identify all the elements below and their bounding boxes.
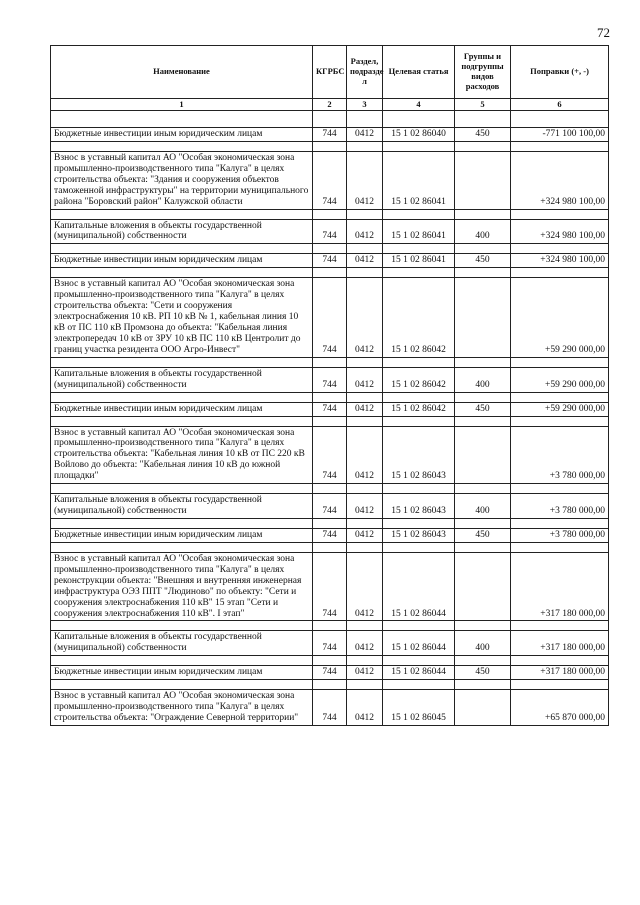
row-amount: -771 100 100,00 — [511, 128, 609, 142]
table-row — [51, 367, 609, 392]
row-kgrbs: 744 — [313, 528, 347, 542]
spacer-cell — [511, 141, 609, 151]
spacer-cell — [511, 542, 609, 552]
row-gruppa: 400 — [455, 367, 511, 392]
column-number: 6 — [511, 99, 609, 111]
spacer-cell — [313, 268, 347, 278]
spacer-cell — [347, 484, 383, 494]
row-celevaya: 15 1 02 86042 — [383, 367, 455, 392]
row-amount: +324 980 100,00 — [511, 151, 609, 209]
row-razdel: 0412 — [347, 690, 383, 726]
spacer-cell — [313, 416, 347, 426]
spacer-cell — [51, 680, 313, 690]
row-spacer — [51, 656, 609, 666]
spacer-cell — [313, 621, 347, 631]
row-celevaya: 15 1 02 86045 — [383, 690, 455, 726]
spacer-cell — [51, 392, 313, 402]
row-razdel: 0412 — [347, 631, 383, 656]
row-razdel: 0412 — [347, 219, 383, 244]
row-spacer — [51, 392, 609, 402]
column-number: 1 — [51, 99, 313, 111]
spacer-cell — [455, 484, 511, 494]
row-gruppa: 400 — [455, 219, 511, 244]
row-kgrbs: 744 — [313, 666, 347, 680]
spacer-cell — [511, 244, 609, 254]
header-popravki: Поправки (+, -) — [511, 46, 609, 99]
row-amount: +317 180 000,00 — [511, 552, 609, 621]
row-spacer — [51, 244, 609, 254]
spacer-cell — [511, 656, 609, 666]
row-celevaya: 15 1 02 86043 — [383, 426, 455, 484]
spacer-cell — [347, 111, 383, 128]
header-razdel: Раздел, подразде л — [347, 46, 383, 99]
row-gruppa: 450 — [455, 666, 511, 680]
row-celevaya: 15 1 02 86042 — [383, 278, 455, 357]
row-name: Бюджетные инвестиции иным юридическим лицам — [51, 666, 313, 680]
row-spacer — [51, 268, 609, 278]
spacer-cell — [383, 392, 455, 402]
row-kgrbs: 744 — [313, 494, 347, 519]
row-kgrbs: 744 — [313, 128, 347, 142]
budget-amendments-table — [50, 45, 609, 726]
row-spacer — [51, 416, 609, 426]
row-amount: +65 870 000,00 — [511, 690, 609, 726]
row-kgrbs: 744 — [313, 402, 347, 416]
spacer-cell — [383, 111, 455, 128]
spacer-cell — [383, 680, 455, 690]
row-celevaya: 15 1 02 86043 — [383, 528, 455, 542]
spacer-cell — [347, 141, 383, 151]
row-amount: +317 180 000,00 — [511, 666, 609, 680]
row-name: Взнос в уставный капитал АО "Особая экономическая зона промышленно-производственного типа "Калуга" в целях строительства объекта: "Ограждение Северной территории" — [51, 690, 313, 726]
row-razdel: 0412 — [347, 402, 383, 416]
spacer-cell — [51, 542, 313, 552]
spacer-cell — [51, 209, 313, 219]
row-razdel: 0412 — [347, 128, 383, 142]
row-spacer — [51, 680, 609, 690]
spacer-cell — [511, 518, 609, 528]
header-name: Наименование — [51, 46, 313, 99]
spacer-cell — [383, 209, 455, 219]
row-razdel: 0412 — [347, 367, 383, 392]
row-spacer — [51, 542, 609, 552]
row-amount: +324 980 100,00 — [511, 219, 609, 244]
row-gruppa — [455, 426, 511, 484]
table-body — [51, 111, 609, 726]
table-row — [51, 402, 609, 416]
spacer-cell — [455, 209, 511, 219]
column-number: 2 — [313, 99, 347, 111]
spacer-cell — [313, 244, 347, 254]
row-celevaya: 15 1 02 86041 — [383, 219, 455, 244]
spacer-cell — [51, 484, 313, 494]
spacer-cell — [383, 416, 455, 426]
row-kgrbs: 744 — [313, 690, 347, 726]
spacer-cell — [511, 392, 609, 402]
row-name: Взнос в уставный капитал АО "Особая экономическая зона промышленно-производственного типа "Калуга" в целях реконструкции объекта: "Внешняя и внутренняя инженерная инфраструктура ОЭЗ ППТ "Людиново" по объекту: "Сети и сооружения электроснабжения 110 кВ" 15 этап "Сети и сооружения электроснабжения 110 кВ". I этап" — [51, 552, 313, 621]
spacer-cell — [313, 518, 347, 528]
row-razdel: 0412 — [347, 254, 383, 268]
table-row — [51, 128, 609, 142]
row-gruppa: 400 — [455, 631, 511, 656]
spacer-cell — [313, 656, 347, 666]
row-name: Бюджетные инвестиции иным юридическим лицам — [51, 402, 313, 416]
spacer-cell — [383, 542, 455, 552]
row-celevaya: 15 1 02 86040 — [383, 128, 455, 142]
spacer-cell — [455, 542, 511, 552]
table-row — [51, 254, 609, 268]
row-celevaya: 15 1 02 86044 — [383, 666, 455, 680]
spacer-cell — [383, 518, 455, 528]
spacer-cell — [511, 209, 609, 219]
column-number-row — [51, 99, 609, 111]
row-name: Капитальные вложения в объекты государственной (муниципальной) собственности — [51, 219, 313, 244]
spacer-cell — [383, 141, 455, 151]
spacer-cell — [313, 680, 347, 690]
spacer-cell — [51, 621, 313, 631]
spacer-cell — [383, 621, 455, 631]
row-amount: +324 980 100,00 — [511, 254, 609, 268]
spacer-cell — [347, 268, 383, 278]
row-razdel: 0412 — [347, 151, 383, 209]
spacer-cell — [51, 656, 313, 666]
spacer-cell — [511, 268, 609, 278]
row-kgrbs: 744 — [313, 367, 347, 392]
spacer-cell — [455, 244, 511, 254]
row-spacer — [51, 209, 609, 219]
row-celevaya: 15 1 02 86041 — [383, 254, 455, 268]
column-number: 4 — [383, 99, 455, 111]
spacer-cell — [51, 244, 313, 254]
spacer-cell — [51, 357, 313, 367]
spacer-cell — [347, 392, 383, 402]
row-kgrbs: 744 — [313, 151, 347, 209]
row-name: Капитальные вложения в объекты государственной (муниципальной) собственности — [51, 494, 313, 519]
row-gruppa — [455, 552, 511, 621]
spacer-cell — [511, 416, 609, 426]
row-razdel: 0412 — [347, 528, 383, 542]
row-name: Бюджетные инвестиции иным юридическим лицам — [51, 254, 313, 268]
spacer-cell — [383, 357, 455, 367]
header-gruppy: Группы и подгруппы видов расходов — [455, 46, 511, 99]
row-gruppa — [455, 690, 511, 726]
spacer-cell — [313, 484, 347, 494]
spacer-cell — [51, 518, 313, 528]
spacer-cell — [455, 268, 511, 278]
spacer-cell — [347, 656, 383, 666]
row-gruppa: 450 — [455, 128, 511, 142]
row-kgrbs: 744 — [313, 219, 347, 244]
row-spacer — [51, 111, 609, 128]
spacer-cell — [455, 357, 511, 367]
row-razdel: 0412 — [347, 552, 383, 621]
row-gruppa: 450 — [455, 254, 511, 268]
spacer-cell — [51, 141, 313, 151]
spacer-cell — [51, 268, 313, 278]
spacer-cell — [455, 518, 511, 528]
spacer-cell — [347, 518, 383, 528]
row-razdel: 0412 — [347, 278, 383, 357]
spacer-cell — [455, 656, 511, 666]
row-kgrbs: 744 — [313, 552, 347, 621]
row-amount: +59 290 000,00 — [511, 367, 609, 392]
spacer-cell — [347, 621, 383, 631]
row-kgrbs: 744 — [313, 426, 347, 484]
spacer-cell — [511, 111, 609, 128]
row-amount: +3 780 000,00 — [511, 426, 609, 484]
spacer-cell — [383, 656, 455, 666]
table-row — [51, 528, 609, 542]
row-razdel: 0412 — [347, 666, 383, 680]
row-celevaya: 15 1 02 86044 — [383, 552, 455, 621]
column-number: 3 — [347, 99, 383, 111]
spacer-cell — [455, 392, 511, 402]
spacer-cell — [347, 209, 383, 219]
row-gruppa: 450 — [455, 528, 511, 542]
row-name: Взнос в уставный капитал АО "Особая экономическая зона промышленно-производственного типа "Калуга" в целях строительства объекта: "Здания и сооружения объектов таможенной инфраструктуры" на территории муниципального района "Боровский район" Калужской области — [51, 151, 313, 209]
spacer-cell — [511, 680, 609, 690]
row-name: Бюджетные инвестиции иным юридическим лицам — [51, 528, 313, 542]
spacer-cell — [455, 141, 511, 151]
row-gruppa: 450 — [455, 402, 511, 416]
row-kgrbs: 744 — [313, 254, 347, 268]
row-kgrbs: 744 — [313, 631, 347, 656]
row-amount: +59 290 000,00 — [511, 402, 609, 416]
row-razdel: 0412 — [347, 426, 383, 484]
row-name: Капитальные вложения в объекты государственной (муниципальной) собственности — [51, 631, 313, 656]
table-row — [51, 426, 609, 484]
table-header-row — [51, 46, 609, 99]
row-name: Капитальные вложения в объекты государственной (муниципальной) собственности — [51, 367, 313, 392]
spacer-cell — [455, 680, 511, 690]
spacer-cell — [347, 416, 383, 426]
table-row — [51, 552, 609, 621]
spacer-cell — [313, 392, 347, 402]
row-celevaya: 15 1 02 86042 — [383, 402, 455, 416]
row-kgrbs: 744 — [313, 278, 347, 357]
header-kgrbs: КГРБС — [313, 46, 347, 99]
row-spacer — [51, 484, 609, 494]
row-spacer — [51, 518, 609, 528]
row-amount: +317 180 000,00 — [511, 631, 609, 656]
spacer-cell — [383, 484, 455, 494]
table-row — [51, 494, 609, 519]
spacer-cell — [347, 357, 383, 367]
row-gruppa — [455, 278, 511, 357]
row-spacer — [51, 357, 609, 367]
table-row — [51, 690, 609, 726]
spacer-cell — [511, 357, 609, 367]
spacer-cell — [455, 621, 511, 631]
row-celevaya: 15 1 02 86044 — [383, 631, 455, 656]
page-number: 72 — [597, 25, 610, 40]
spacer-cell — [347, 680, 383, 690]
spacer-cell — [51, 416, 313, 426]
table-row — [51, 278, 609, 357]
header-celevaya: Целевая статья — [383, 46, 455, 99]
spacer-cell — [455, 416, 511, 426]
table-row — [51, 631, 609, 656]
row-amount: +3 780 000,00 — [511, 528, 609, 542]
table-row — [51, 219, 609, 244]
spacer-cell — [383, 268, 455, 278]
spacer-cell — [51, 111, 313, 128]
spacer-cell — [347, 542, 383, 552]
spacer-cell — [455, 111, 511, 128]
row-spacer — [51, 621, 609, 631]
row-celevaya: 15 1 02 86041 — [383, 151, 455, 209]
spacer-cell — [511, 484, 609, 494]
row-name: Бюджетные инвестиции иным юридическим лицам — [51, 128, 313, 142]
spacer-cell — [313, 357, 347, 367]
spacer-cell — [313, 111, 347, 128]
row-amount: +59 290 000,00 — [511, 278, 609, 357]
column-number: 5 — [455, 99, 511, 111]
row-name: Взнос в уставный капитал АО "Особая экономическая зона промышленно-производственного типа "Калуга" в целях строительства объекта: "Сети и сооружения электроснабжения 10 кВ. РП 10 кВ № 1, кабельная линия 10 кВ от ПС 110 кВ Промзона до объекта: "Кабельная линия электропередач 10 кВ от ЗРУ 10 кВ ПС 110 кВ Центролит до границ участка резидента ООО Агро-Инвест" — [51, 278, 313, 357]
spacer-cell — [383, 244, 455, 254]
row-spacer — [51, 141, 609, 151]
table-row — [51, 666, 609, 680]
row-razdel: 0412 — [347, 494, 383, 519]
table-row — [51, 151, 609, 209]
row-gruppa: 400 — [455, 494, 511, 519]
row-name: Взнос в уставный капитал АО "Особая экономическая зона промышленно-производственного типа "Калуга" в целях строительства объекта: "Кабельная линия 10 кВ от ПС 220 кВ Войлово до объекта: "Кабельная линия 10 кВ до южной площадки" — [51, 426, 313, 484]
row-gruppa — [455, 151, 511, 209]
row-amount: +3 780 000,00 — [511, 494, 609, 519]
spacer-cell — [313, 209, 347, 219]
spacer-cell — [313, 542, 347, 552]
spacer-cell — [511, 621, 609, 631]
spacer-cell — [347, 244, 383, 254]
row-celevaya: 15 1 02 86043 — [383, 494, 455, 519]
spacer-cell — [313, 141, 347, 151]
